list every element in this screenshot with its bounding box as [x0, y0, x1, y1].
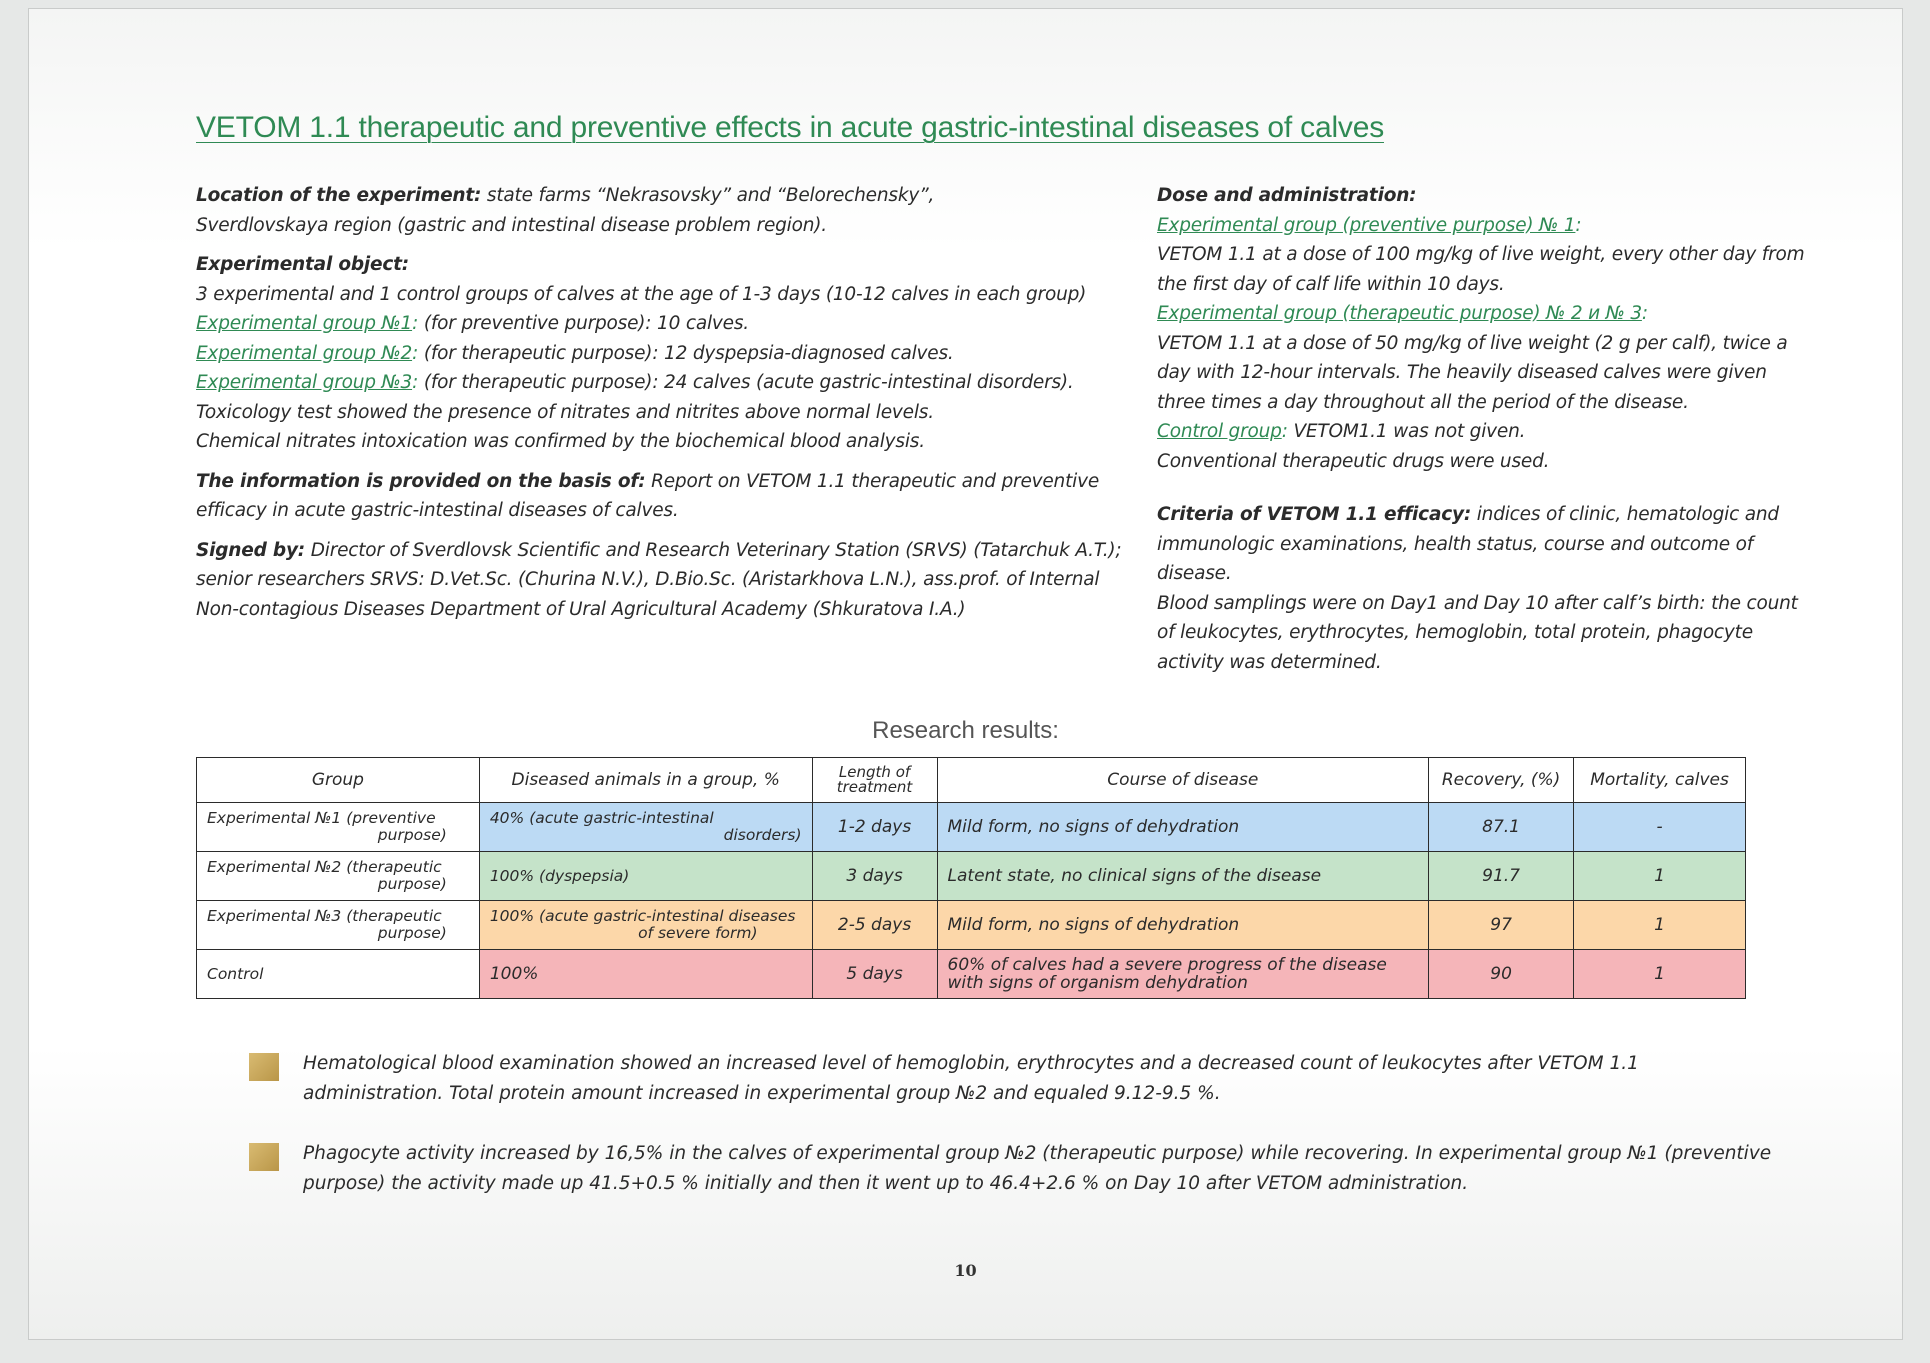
row2-diseased: 100% (dyspepsia): [479, 852, 812, 901]
location-text-2: Sverdlovskaya region (gastric and intestinal disease problem region).: [196, 214, 827, 236]
row1-diseased: 40% (acute gastric-intestinal disorders): [479, 803, 812, 852]
row2-course: Latent state, no clinical signs of the disease: [937, 852, 1429, 901]
page-title: VETOM 1.1 therapeutic and preventive effects in acute gastric-intestinal diseases of calves: [196, 111, 1384, 144]
criteria-text: indices of clinic, hematologic and immunologic examinations, health status, course and outcome of disease.: [1157, 504, 1779, 584]
page-content: [29, 9, 1902, 1339]
control-group-link[interactable]: Control group: [1157, 421, 1282, 442]
header-group: Group: [197, 758, 480, 803]
row4-recovery: 90: [1429, 950, 1574, 999]
row2-mortality: 1: [1574, 852, 1746, 901]
group3-link[interactable]: Experimental group №3: [196, 372, 413, 393]
location-label: Location of the experiment:: [196, 185, 482, 206]
info-paragraph: [196, 467, 1126, 526]
row3-length: 2-5 days: [812, 901, 937, 950]
row4-diseased: 100%: [479, 950, 812, 999]
signed-label: Signed by:: [196, 539, 306, 561]
location-paragraph: [196, 181, 1161, 240]
therapeutic-group-link[interactable]: Experimental group (therapeutic purpose) № 2 и № 3: [1157, 303, 1642, 324]
header-course: Course of disease: [937, 758, 1429, 803]
row1-recovery: 87.1: [1429, 803, 1574, 852]
dose-paragraph: Dose and administration: Experimental group (preventive purpose) № 1: VETOM 1.1 at a dose of 100 mg/kg of live weight, every other day from the first day of calf life within 10 days. Experimental group (therapeutic purpose) № 2 и № 3: VETOM 1.1 at a dose of 50 mg/kg of live weight (2 g per calf), twice a day with 12-hour intervals. The heavily diseased calves were given three times a day throughout all the period of the disease. Control group: VETOM1.1 was not given. Conventional therapeutic drugs were used.: [1157, 185, 1805, 472]
left-column: [196, 181, 1161, 624]
signed-text: Director of Sverdlovsk Scientific and Research Veterinary Station (SRVS) (Tatarchuk A.T.); senior researchers SRVS: D.Vet.Sc. (Churina N.V.), D.Bio.Sc. (Aristarkhova L.N.), ass.prof. of Internal Non-contagious Diseases Department of Ural Agricultural Academy (Shkuratova I.A.): [196, 539, 1122, 620]
chemical-text: Chemical nitrates intoxication was confirmed by the biochemical blood analysis.: [196, 431, 925, 452]
right-column: [1157, 181, 1807, 677]
row3-diseased: 100% (acute gastric-intestinal diseases of severe form): [479, 901, 812, 950]
row1-length: 1-2 days: [812, 803, 937, 852]
row2-group: Experimental №2 (therapeutic purpose): [197, 852, 480, 901]
square-bullet-icon: [249, 1143, 279, 1171]
group1-text: (for preventive purpose): 10 calves.: [423, 313, 749, 334]
document-page: [28, 8, 1903, 1340]
row3-recovery: 97: [1429, 901, 1574, 950]
row1-course: Mild form, no signs of dehydration: [937, 803, 1429, 852]
preventive-group-link[interactable]: Experimental group (preventive purpose) № 1: [1157, 214, 1576, 236]
row3-course: Mild form, no signs of dehydration: [937, 901, 1429, 950]
control-text: VETOM1.1 was not given.: [1293, 421, 1526, 442]
row2-recovery: 91.7: [1429, 852, 1574, 901]
header-recovery: Recovery, (%): [1429, 758, 1574, 803]
location-text: state farms “Nekrasovsky” and “Belorechensky”,: [486, 185, 935, 206]
object-text: 3 experimental and 1 control groups of calves at the age of 1-3 days (10-12 calves in each group): [196, 283, 1087, 305]
header-mortality: Mortality, calves: [1574, 758, 1746, 803]
criteria-label: Criteria of VETOM 1.1 efficacy:: [1157, 504, 1472, 525]
group3-text: (for therapeutic purpose): 24 calves (acute gastric-intestinal disorders).: [423, 372, 1074, 393]
object-label: Experimental object:: [196, 254, 409, 275]
row3-mortality: 1: [1574, 901, 1746, 950]
header-diseased: Diseased animals in a group, %: [479, 758, 812, 803]
row4-length: 5 days: [812, 950, 937, 999]
page-number: 10: [954, 1261, 977, 1280]
table-row: [197, 852, 1746, 901]
info-text: Report on VETOM 1.1 therapeutic and preventive efficacy in acute gastric-intestinal diseases of calves.: [196, 470, 1100, 521]
table-row: [197, 950, 1746, 999]
signed-paragraph: [196, 536, 1126, 625]
bullet-hematology: Hematological blood examination showed an increased level of hemoglobin, erythrocytes and a decreased count of leukocytes after VETOM 1.1 administration. Total protein amount increased in experimental group №2 and equaled 9.12-9.5 %.: [249, 1049, 1779, 1109]
row1-mortality: -: [1574, 803, 1746, 852]
conventional-text: Conventional therapeutic drugs were used.: [1157, 450, 1550, 472]
results-table: [196, 757, 1746, 999]
object-paragraph: Experimental object: 3 experimental and 1 control groups of calves at the age of 1-3 days (10-12 calves in each group) Experimental group №1: (for preventive purpose): 10 calves. Experimental group №2: (for therapeutic purpose): 12 dyspepsia-diagnosed calves. Experimental group №3: (for therapeutic purpose): 24 calves (acute gastric-intestinal disorders). Toxicology test showed the presence of nitrates and nitrites above normal levels. Chemical nitrates intoxication was confirmed by the biochemical blood analysis.: [196, 254, 1087, 452]
header-length: Length of treatment: [812, 758, 937, 803]
research-results-heading: Research results:: [872, 717, 1059, 744]
square-bullet-icon: [249, 1053, 279, 1081]
toxicology-text: Toxicology test showed the presence of nitrates and nitrites above normal levels.: [196, 401, 934, 423]
row1-group: Experimental №1 (preventive purpose): [197, 803, 480, 852]
criteria-paragraph: [1157, 500, 1807, 677]
table-row: [197, 803, 1746, 852]
row3-group: Experimental №3 (therapeutic purpose): [197, 901, 480, 950]
dose-label: Dose and administration:: [1157, 185, 1417, 206]
group2-text: (for therapeutic purpose): 12 dyspepsia-diagnosed calves.: [423, 342, 954, 364]
group2-link[interactable]: Experimental group №2: [196, 342, 413, 364]
row4-group: Control: [197, 950, 480, 999]
blood-sampling-text: Blood samplings were on Day1 and Day 10 after calf’s birth: the count of leukocytes, erythrocytes, hemoglobin, total protein, phagocyte activity was determined.: [1157, 592, 1798, 673]
row2-length: 3 days: [812, 852, 937, 901]
table-header-row: [197, 758, 1746, 803]
group1-link[interactable]: Experimental group №1: [196, 313, 413, 334]
table-row: [197, 901, 1746, 950]
row4-course: 60% of calves had a severe progress of the disease with signs of organism dehydration: [937, 950, 1429, 999]
preventive-dose-text: VETOM 1.1 at a dose of 100 mg/kg of live weight, every other day from the first day of calf life within 10 days.: [1157, 244, 1805, 295]
row4-mortality: 1: [1574, 950, 1746, 999]
therapeutic-dose-text: VETOM 1.1 at a dose of 50 mg/kg of live weight (2 g per calf), twice a day with 12-hour intervals. The heavily diseased calves were given three times a day throughout all the period of the disease.: [1157, 332, 1788, 413]
bullet-phagocyte: Phagocyte activity increased by 16,5% in the calves of experimental group №2 (therapeutic purpose) while recovering. In experimental group №1 (preventive purpose) the activity made up 41.5+0.5 % initially and then it went up to 46.4+2.6 % on Day 10 after VETOM administration.: [249, 1139, 1779, 1199]
info-label: The information is provided on the basis of:: [196, 470, 646, 492]
